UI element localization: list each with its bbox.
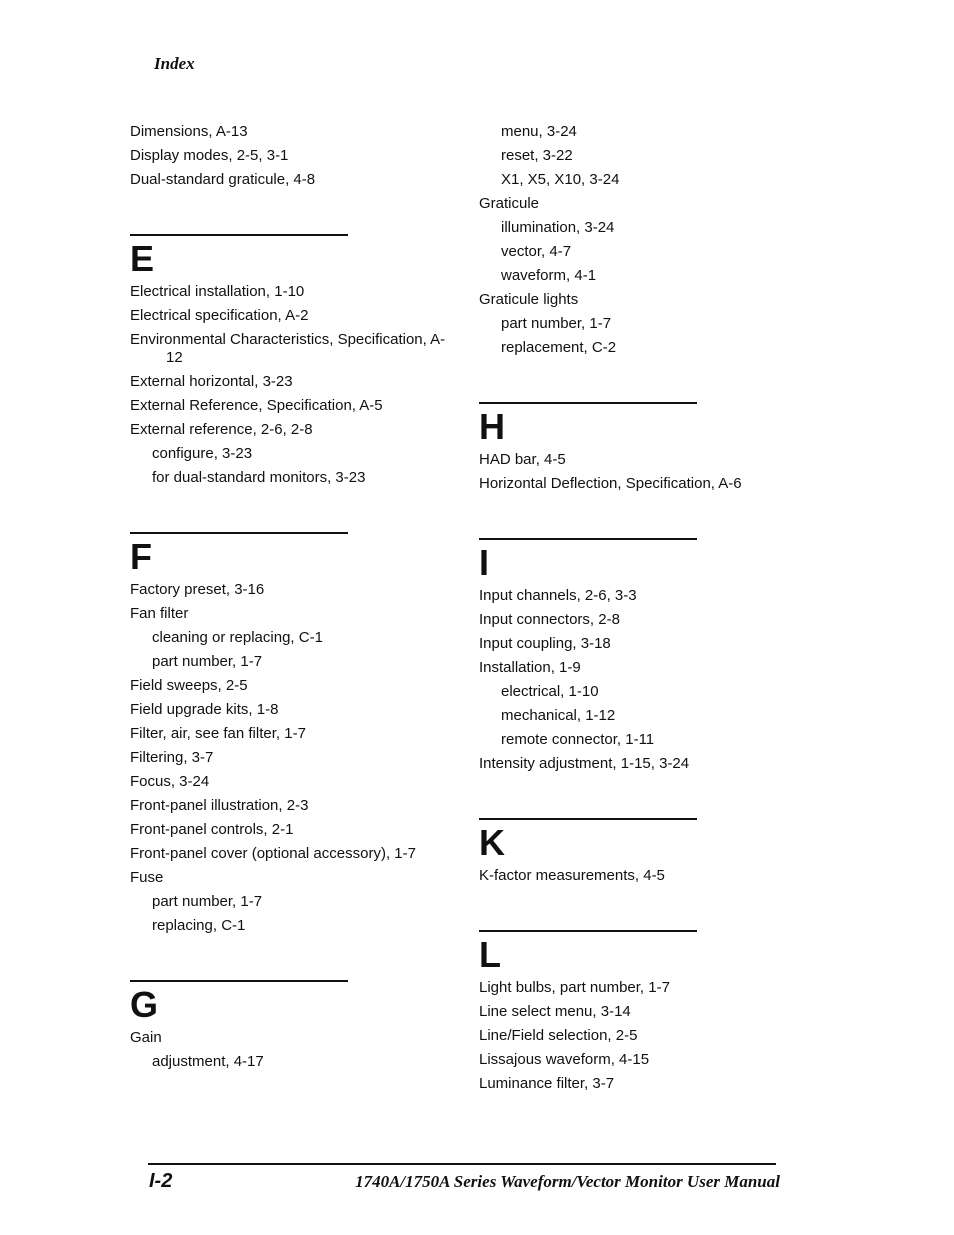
- index-subentry: remote connector, 1-11: [501, 731, 655, 748]
- index-subentry: waveform, 4-1: [501, 267, 597, 284]
- index-section-continued: [479, 120, 809, 360]
- section-rule: [130, 234, 348, 236]
- index-section-k: [479, 818, 809, 888]
- index-entry: Input coupling, 3-18: [479, 635, 611, 652]
- index-entry: External horizontal, 3-23: [130, 373, 293, 390]
- section-letter: G: [130, 984, 159, 1025]
- section-letter: L: [479, 934, 501, 975]
- index-entry: Focus, 3-24: [130, 773, 210, 790]
- index-entry: Input connectors, 2-8: [479, 611, 620, 628]
- manual-title: 1740A/1750A Series Waveform/Vector Monitor User Manual: [355, 1172, 780, 1191]
- index-entry: K-factor measurements, 4-5: [479, 867, 665, 884]
- index-subentry: configure, 3-23: [152, 445, 253, 462]
- index-entry: External reference, 2-6, 2-8: [130, 421, 313, 438]
- index-entry: Gain: [130, 1029, 162, 1046]
- footer-rule: [148, 1163, 776, 1165]
- index-section-continued: [130, 120, 460, 192]
- index-subentry: menu, 3-24: [501, 123, 577, 140]
- index-entry: Line/Field selection, 2-5: [479, 1027, 638, 1044]
- index-entry: Display modes, 2-5, 3-1: [130, 147, 289, 164]
- index-entry: Fuse: [130, 869, 164, 886]
- index-entry: Line select menu, 3-14: [479, 1003, 631, 1020]
- index-entry: Lissajous waveform, 4-15: [479, 1051, 650, 1068]
- section-rule: [479, 402, 697, 404]
- section-rule: [479, 818, 697, 820]
- index-subentry: part number, 1-7: [152, 653, 263, 670]
- index-entry: Installation, 1-9: [479, 659, 581, 676]
- section-rule: [130, 980, 348, 982]
- index-entry: Intensity adjustment, 1-15, 3-24: [479, 755, 690, 772]
- section-rule: [479, 538, 697, 540]
- index-entry: HAD bar, 4-5: [479, 451, 566, 468]
- index-section-e: [130, 234, 460, 490]
- section-letter: H: [479, 406, 505, 447]
- index-section-h: [479, 402, 809, 496]
- index-section-f: [130, 532, 460, 938]
- index-entry: Luminance filter, 3-7: [479, 1075, 615, 1092]
- section-letter: F: [130, 536, 152, 577]
- index-subentry: replacing, C-1: [152, 917, 246, 934]
- index-entry: Front-panel illustration, 2-3: [130, 797, 309, 814]
- index-entry: Front-panel controls, 2-1: [130, 821, 294, 838]
- index-subentry: for dual-standard monitors, 3-23: [152, 469, 366, 486]
- index-section-i: [479, 538, 809, 776]
- index-entry: Electrical specification, A-2: [130, 307, 309, 324]
- index-entry: Graticule: [479, 195, 540, 212]
- index-subentry: mechanical, 1-12: [501, 707, 616, 724]
- index-entry: Filter, air, see fan filter, 1-7: [130, 725, 306, 742]
- index-entry: Field upgrade kits, 1-8: [130, 701, 279, 718]
- index-entry: Environmental Characteristics, Specification, A-12: [130, 331, 446, 366]
- index-subentry: cleaning or replacing, C-1: [152, 629, 323, 646]
- running-header: Index: [154, 54, 195, 73]
- index-subentry: replacement, C-2: [501, 339, 617, 356]
- index-entry: Input channels, 2-6, 3-3: [479, 587, 637, 604]
- index-section-g: [130, 980, 460, 1074]
- index-subentry: X1, X5, X10, 3-24: [501, 171, 620, 188]
- index-entry: Fan filter: [130, 605, 189, 622]
- index-column-right: [479, 120, 809, 1096]
- section-letter: E: [130, 238, 155, 279]
- index-subentry: part number, 1-7: [152, 893, 263, 910]
- section-letter: I: [479, 542, 490, 583]
- section-rule: [479, 930, 697, 932]
- page-number: I-2: [149, 1170, 173, 1192]
- index-entry: Factory preset, 3-16: [130, 581, 265, 598]
- index-section-l: [479, 930, 809, 1096]
- index-entry: Graticule lights: [479, 291, 579, 308]
- index-subentry: adjustment, 4-17: [152, 1053, 264, 1070]
- index-entry: Front-panel cover (optional accessory), 1-7: [130, 845, 416, 862]
- index-subentry: illumination, 3-24: [501, 219, 615, 236]
- index-subentry: vector, 4-7: [501, 243, 572, 260]
- index-subentry: part number, 1-7: [501, 315, 612, 332]
- index-entry: Horizontal Deflection, Specification, A-6: [479, 475, 742, 492]
- index-entry: Dual-standard graticule, 4-8: [130, 171, 316, 188]
- index-entry: Light bulbs, part number, 1-7: [479, 979, 670, 996]
- index-column-left: [130, 120, 460, 1074]
- index-entry: Dimensions, A-13: [130, 123, 248, 140]
- index-subentry: reset, 3-22: [501, 147, 573, 164]
- index-entry: Filtering, 3-7: [130, 749, 214, 766]
- section-rule: [130, 532, 348, 534]
- index-entry: Electrical installation, 1-10: [130, 283, 305, 300]
- index-entry: External Reference, Specification, A-5: [130, 397, 383, 414]
- section-letter: K: [479, 822, 505, 863]
- index-entry: Field sweeps, 2-5: [130, 677, 248, 694]
- index-subentry: electrical, 1-10: [501, 683, 599, 700]
